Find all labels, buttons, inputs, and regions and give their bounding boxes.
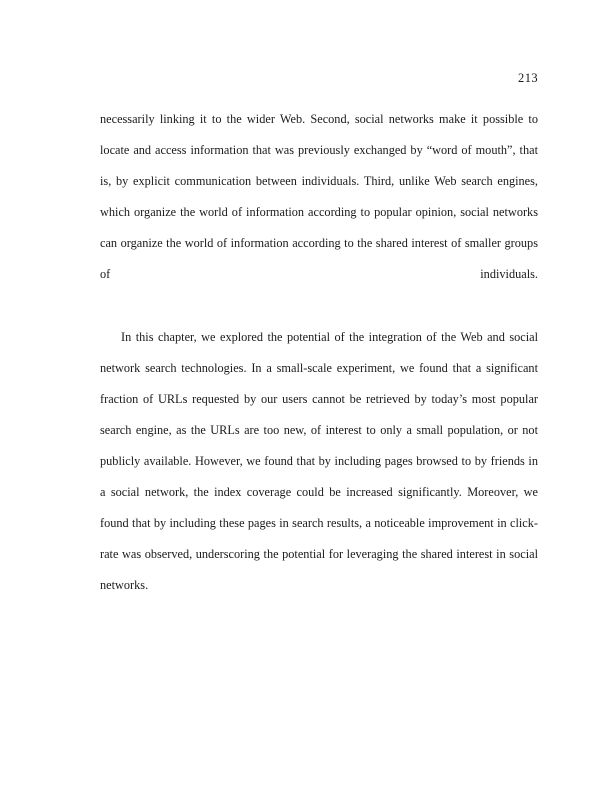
paragraph: necessarily linking it to the wider Web. Second, social networks make it possible to locate and access information that was previously exchanged by “word of mouth”, that is, by explicit communication between individuals. Third, unlike Web search engines, which organize the world of information according to popular opinion, social networks can organize the world of information according to the shared interest of smaller groups of individuals. xyxy=(100,112,538,282)
paragraph: In this chapter, we explored the potential of the integration of the Web and social network search technologies. In a small-scale experiment, we found that a significant fraction of URLs requested by our users cannot be retrieved by today’s most popular search engine, as the URLs are too new, of interest to only a small population, or not publicly available. However, we found that by including pages browsed to by friends in a social network, the index coverage could be increased significantly. Moreover, we found that by including these pages in search results, a noticeable improvement in click-rate was observed, underscoring the potential for leveraging the shared interest in social networks. xyxy=(100,329,538,593)
page-body xyxy=(100,104,538,633)
page-number: 213 xyxy=(518,71,538,85)
